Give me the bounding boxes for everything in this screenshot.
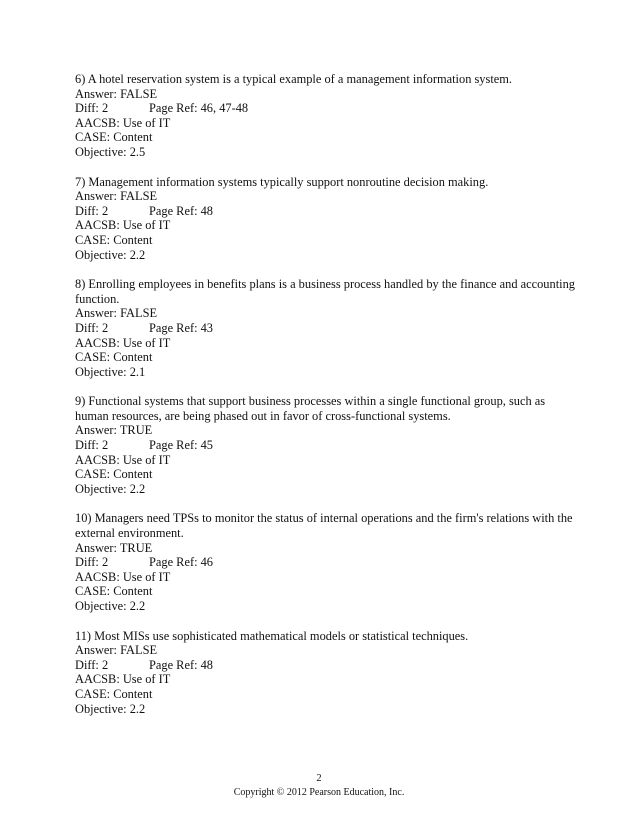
case-line: CASE: Content <box>75 350 153 365</box>
objective-line: Objective: 2.2 <box>75 701 146 716</box>
objective-line: Objective: 2.5 <box>75 144 146 159</box>
question-item <box>75 72 575 160</box>
case-line: CASE: Content <box>75 584 153 599</box>
answer-line: Answer: FALSE <box>75 643 158 658</box>
page-ref: Page Ref: 43 <box>149 320 214 335</box>
question-item <box>75 277 575 379</box>
question-text: 10) Managers need TPSs to monitor the status of internal operations and the firm's relations with the external environment. <box>75 511 573 541</box>
question-text: 11) Most MISs use sophisticated mathematical models or statistical techniques. <box>75 628 469 643</box>
page-ref: Page Ref: 46, 47-48 <box>149 101 249 116</box>
diff-line <box>75 555 575 570</box>
case-line: CASE: Content <box>75 130 153 145</box>
case-line: CASE: Content <box>75 686 153 701</box>
objective-line: Objective: 2.1 <box>75 364 146 379</box>
diff-line <box>75 204 575 219</box>
copyright-notice: Copyright © 2012 Pearson Education, Inc. <box>233 787 405 798</box>
difficulty-label: Diff: 2 <box>75 555 109 570</box>
aacsb-line: AACSB: Use of IT <box>75 452 171 467</box>
difficulty-label: Diff: 2 <box>75 438 109 453</box>
question-text: 9) Functional systems that support business processes within a single functional group, such as human resources, are being phased out in favor of cross-functional systems. <box>75 394 546 423</box>
difficulty-label: Diff: 2 <box>75 320 109 335</box>
difficulty-label: Diff: 2 <box>75 657 109 672</box>
question-item <box>75 629 575 717</box>
difficulty-label: Diff: 2 <box>75 203 109 218</box>
aacsb-line: AACSB: Use of IT <box>75 672 171 687</box>
question-text: 7) Management information systems typically support nonroutine decision making. <box>75 174 489 189</box>
aacsb-line: AACSB: Use of IT <box>75 218 171 233</box>
diff-line <box>75 101 575 116</box>
answer-line: Answer: FALSE <box>75 86 158 101</box>
question-item <box>75 511 575 613</box>
question-text: 6) A hotel reservation system is a typical example of a management information system. <box>75 72 512 86</box>
diff-line <box>75 658 575 673</box>
aacsb-line: AACSB: Use of IT <box>75 569 171 584</box>
answer-line: Answer: TRUE <box>75 423 153 438</box>
aacsb-line: AACSB: Use of IT <box>75 115 171 130</box>
objective-line: Objective: 2.2 <box>75 599 146 613</box>
page-ref: Page Ref: 48 <box>149 657 214 672</box>
answer-line: Answer: TRUE <box>75 540 153 555</box>
question-list <box>75 72 575 731</box>
diff-line <box>75 438 575 453</box>
question-item <box>75 394 575 496</box>
diff-line <box>75 321 575 336</box>
question-item <box>75 175 575 263</box>
case-line: CASE: Content <box>75 467 153 482</box>
page-ref: Page Ref: 48 <box>149 203 214 218</box>
answer-line: Answer: FALSE <box>75 306 158 321</box>
page-ref: Page Ref: 45 <box>149 438 214 453</box>
question-text: 8) Enrolling employees in benefits plans is a business process handled by the finance and accounting function. <box>75 277 575 306</box>
difficulty-label: Diff: 2 <box>75 101 109 116</box>
page-number: 2 <box>316 773 322 784</box>
answer-line: Answer: FALSE <box>75 189 158 204</box>
case-line: CASE: Content <box>75 232 153 247</box>
page-ref: Page Ref: 46 <box>149 555 214 570</box>
objective-line: Objective: 2.2 <box>75 481 146 496</box>
aacsb-line: AACSB: Use of IT <box>75 335 171 350</box>
objective-line: Objective: 2.2 <box>75 247 146 262</box>
